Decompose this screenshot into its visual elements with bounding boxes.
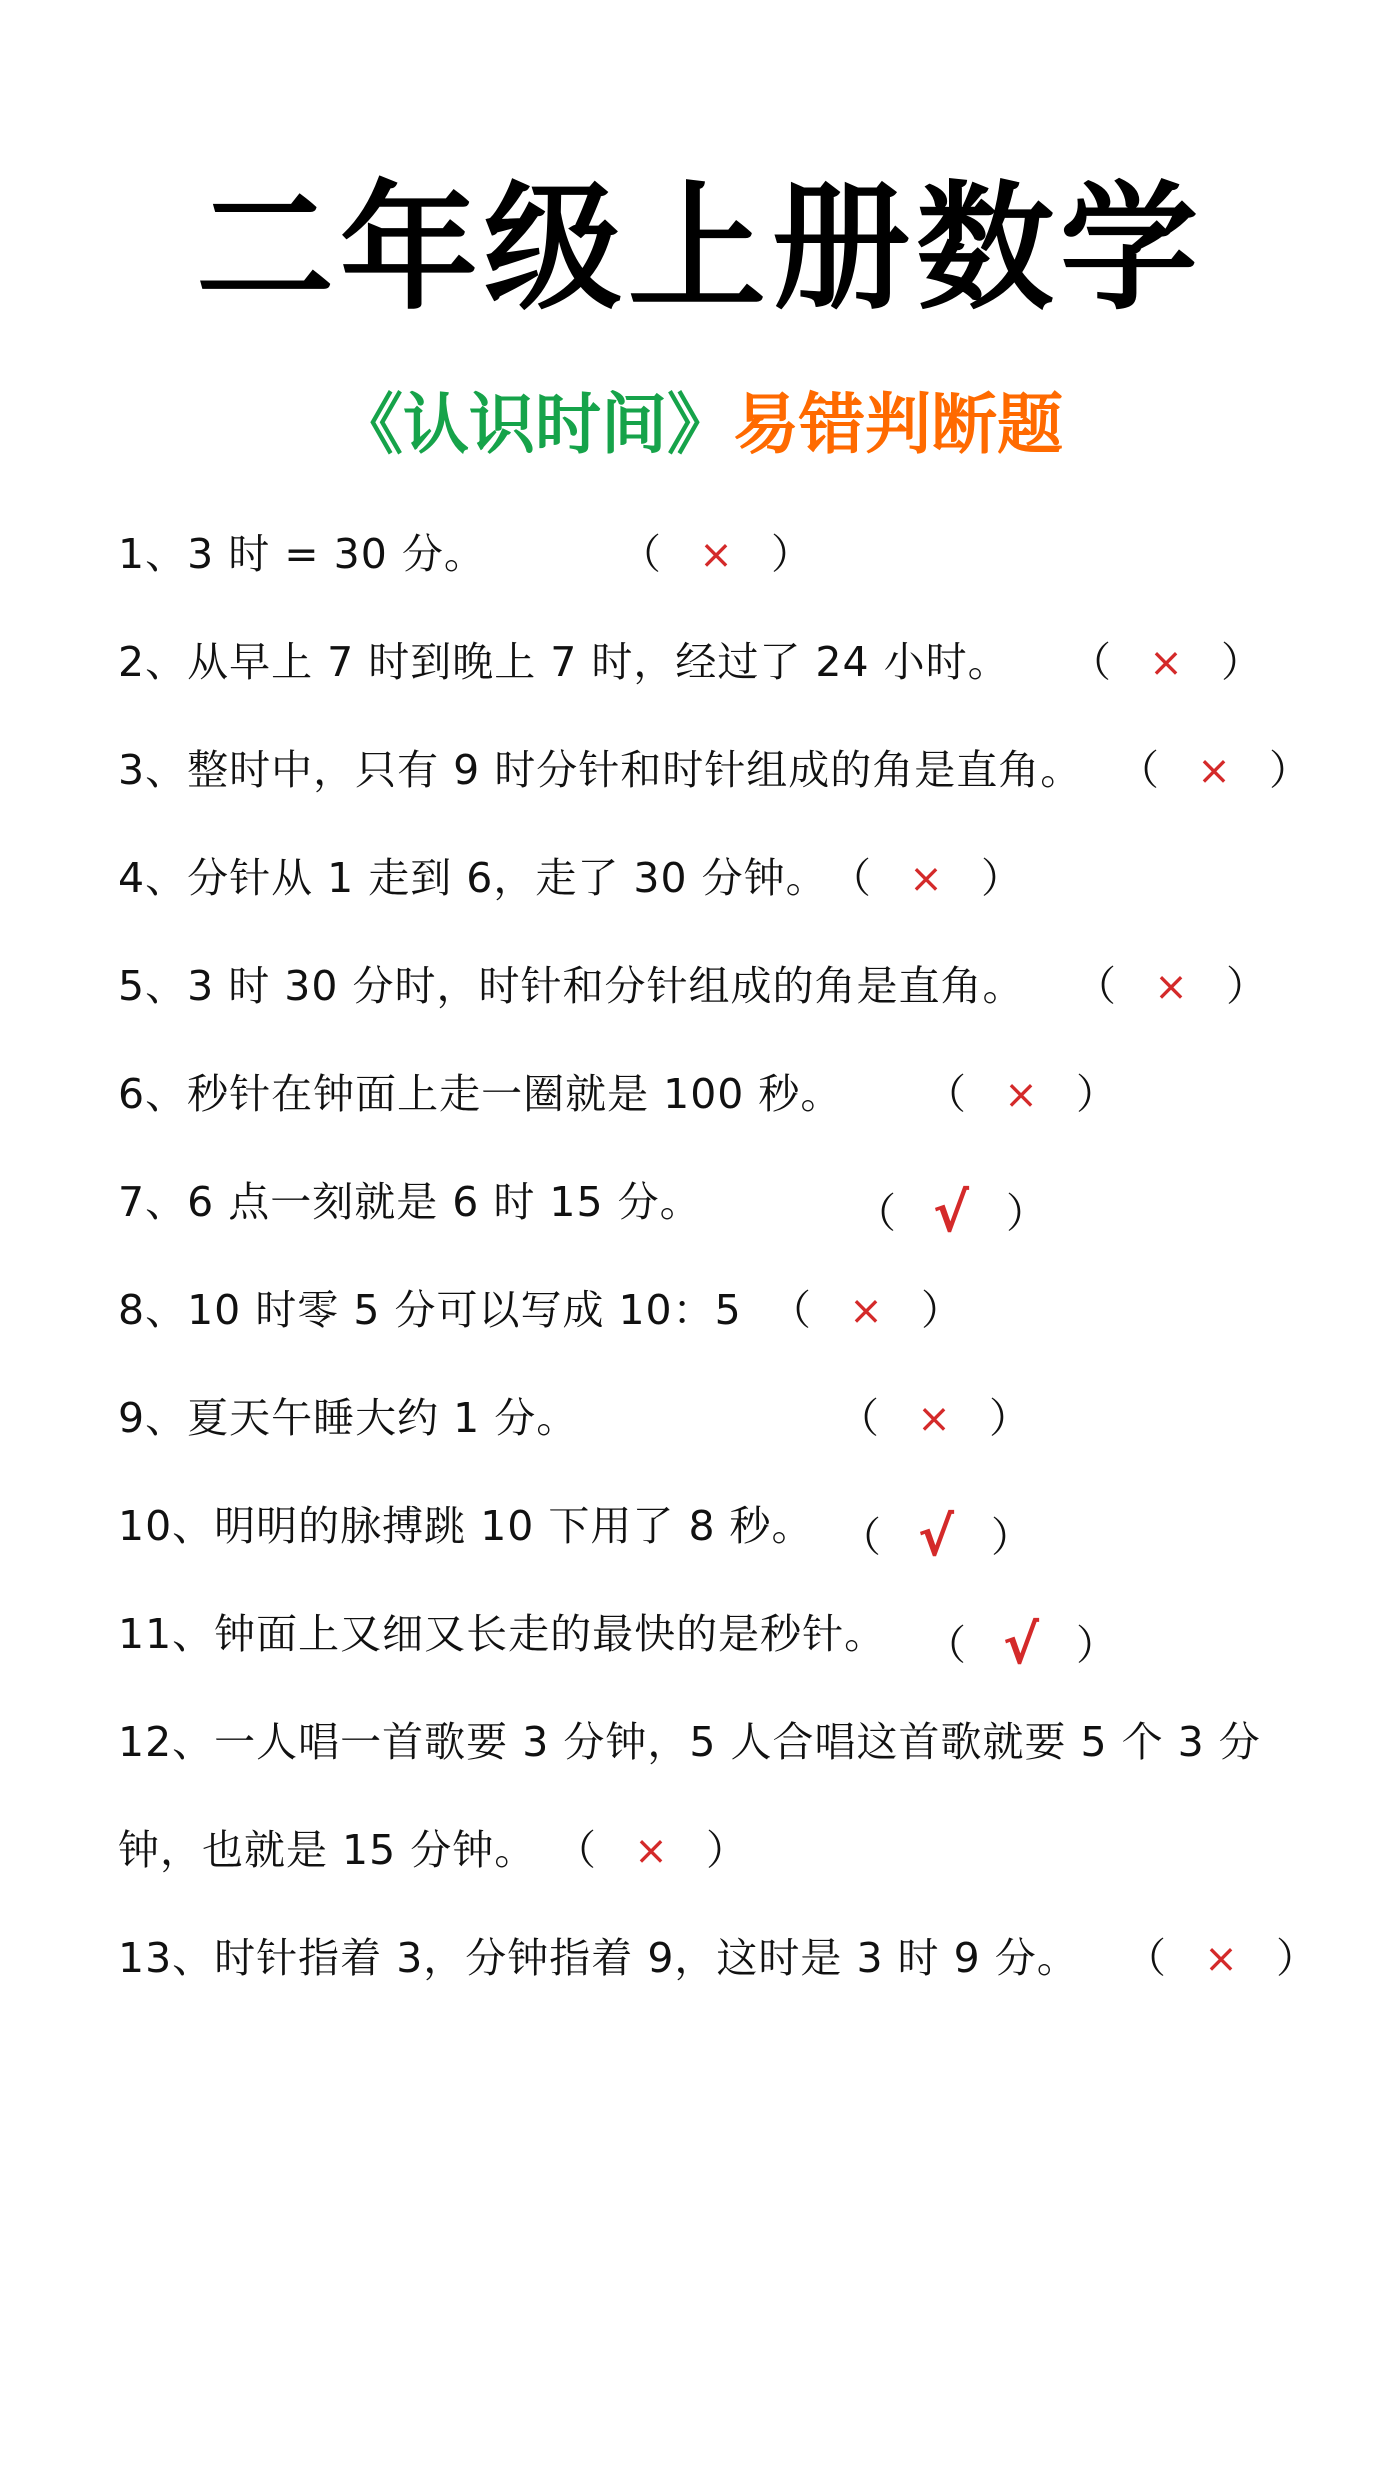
question-9-answer: （ × ） xyxy=(838,1394,1030,1442)
question-5-answer: （ × ） xyxy=(1075,962,1267,1010)
cross-mark-icon: × xyxy=(634,1828,668,1874)
question-12-text: 12、一人唱一首歌要 3 分钟，5 人合唱这首歌就要 5 个 3 分 xyxy=(118,1718,1261,1766)
question-12-answer: （ × ） xyxy=(555,1826,747,1874)
question-10-answer: （ √ ） xyxy=(840,1505,1032,1568)
cross-mark-icon: × xyxy=(917,1396,951,1442)
question-5-text: 5、3 时 30 分时，时针和分针组成的角是直角。 xyxy=(118,962,1025,1010)
cross-mark-icon: × xyxy=(909,856,943,902)
question-1-answer: （ × ） xyxy=(620,530,812,578)
question-6-answer: （ × ） xyxy=(925,1070,1117,1118)
cross-mark-icon: × xyxy=(1197,748,1231,794)
check-mark-icon: √ xyxy=(917,1505,955,1568)
cross-mark-icon: × xyxy=(1204,1936,1238,1982)
question-13-text: 13、时针指着 3，分钟指着 9，这时是 3 时 9 分。 xyxy=(118,1934,1079,1982)
cross-mark-icon: × xyxy=(1154,964,1188,1010)
question-4-text: 4、分针从 1 走到 6，走了 30 分钟。 xyxy=(118,854,828,902)
question-12-text-continued: 钟，也就是 15 分钟。 xyxy=(118,1826,537,1874)
subtitle-topic: 《认识时间》 xyxy=(337,386,733,463)
check-mark-icon: √ xyxy=(1002,1613,1040,1676)
question-3-answer: （ × ） xyxy=(1118,746,1310,794)
question-9-text: 9、夏天午睡大约 1 分。 xyxy=(118,1394,579,1442)
cross-mark-icon: × xyxy=(699,532,733,578)
question-4-answer: （ × ） xyxy=(830,854,1022,902)
cross-mark-icon: × xyxy=(1149,640,1183,686)
question-11-text: 11、钟面上又细又长走的最快的是秒针。 xyxy=(118,1610,887,1658)
page-title: 二年级上册数学 xyxy=(195,168,1204,329)
question-6-text: 6、秒针在钟面上走一圈就是 100 秒。 xyxy=(118,1070,843,1118)
cross-mark-icon: × xyxy=(849,1288,883,1334)
question-11-answer: （ √ ） xyxy=(925,1613,1117,1676)
question-10-text: 10、明明的脉搏跳 10 下用了 8 秒。 xyxy=(118,1502,814,1550)
question-8-text: 8、10 时零 5 分可以写成 10：5 xyxy=(118,1286,742,1334)
question-2-answer: （ × ） xyxy=(1070,638,1262,686)
question-8-answer: （ × ） xyxy=(770,1286,962,1334)
cross-mark-icon: × xyxy=(1004,1072,1038,1118)
question-3-text: 3、整时中，只有 9 时分针和时针组成的角是直角。 xyxy=(118,746,1083,794)
subtitle-type: 易错判断题 xyxy=(733,386,1063,463)
question-13-answer: （ × ） xyxy=(1125,1934,1317,1982)
question-1-text: 1、3 时 = 30 分。 xyxy=(118,530,486,578)
question-2-text: 2、从早上 7 时到晚上 7 时，经过了 24 小时。 xyxy=(118,638,1010,686)
question-7-text: 7、6 点一刻就是 6 时 15 分。 xyxy=(118,1178,702,1226)
question-7-answer: （ √ ） xyxy=(855,1181,1047,1244)
check-mark-icon: √ xyxy=(932,1181,970,1244)
